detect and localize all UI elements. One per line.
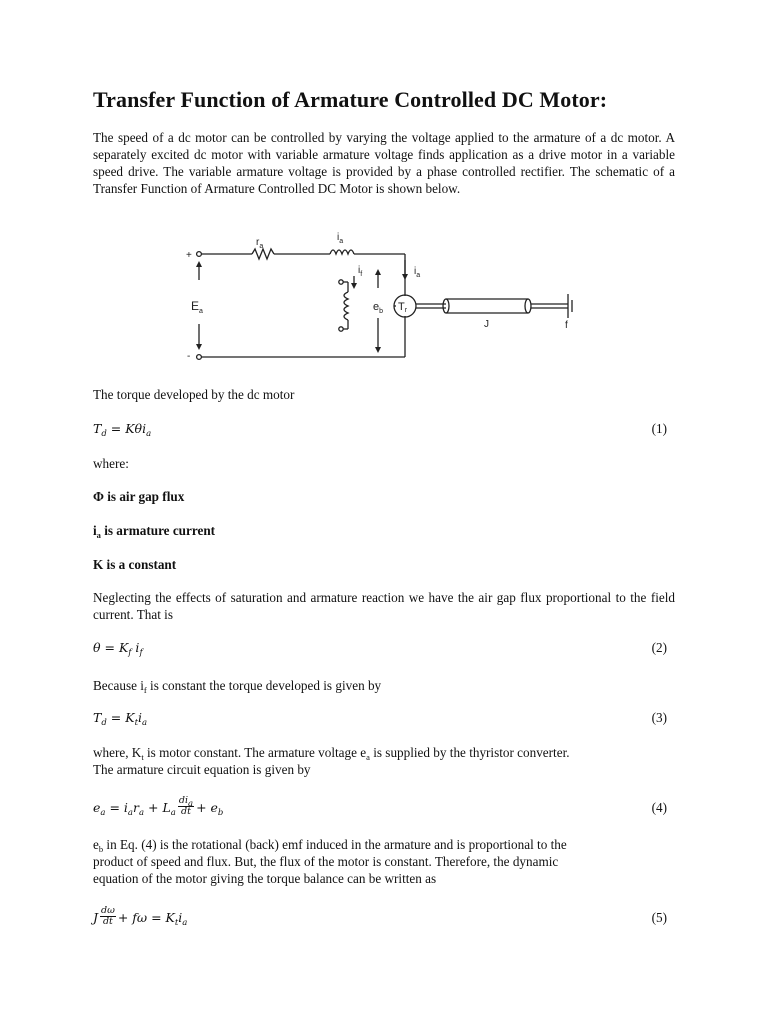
negative-terminal xyxy=(197,355,202,360)
field-coil xyxy=(344,292,348,320)
definition-phi: Φ is air gap flux xyxy=(93,489,185,504)
if-label: $i_f$ xyxy=(358,265,363,278)
resistor-ra xyxy=(252,249,274,259)
armature-equation-intro: The armature circuit equation is given by xyxy=(93,762,311,777)
minus-label: - xyxy=(187,351,191,362)
motor-label: Tr xyxy=(398,301,408,314)
ea-label: $E_a$ xyxy=(191,299,203,315)
equation-2-expression: $\theta = K_f$ $i_f$ xyxy=(93,640,143,658)
definition-k: K is a constant xyxy=(93,557,177,572)
motor-constant-line: where, $K_t$ is motor constant. The armature voltage $e_a$ is supplied by the thyristor converter. xyxy=(93,745,570,762)
plus-label: + xyxy=(186,250,192,261)
field-terminal-top xyxy=(339,280,343,284)
equation-4-expression: $e_a = i_ar_a + L_a$ $\frac{di_a}{dt}$ + $e_b$ xyxy=(93,795,224,818)
equation-5 xyxy=(93,906,675,936)
inertia-j-label: J xyxy=(484,319,489,330)
definition-ia: $i_a$ is armature current xyxy=(93,523,216,540)
ia-right-label: $i_a$ xyxy=(414,266,421,279)
eb-label: $e_b$ xyxy=(373,301,384,315)
inertia-load xyxy=(446,299,528,313)
equation-3 xyxy=(93,710,675,732)
neglecting-paragraph: Neglecting the effects of saturation and armature reaction we have the air gap flux proportional to the field current. That is xyxy=(93,590,675,622)
because-line: Because $i_f$ is constant the torque developed is given by xyxy=(93,678,382,695)
equation-1-expression: $T_d = K\theta i_a$ xyxy=(93,421,152,439)
equation-5-expression: J $\frac{d\omega}{dt}$ + $f\omega = K_ti_a$ xyxy=(93,905,188,928)
friction-f-label: f xyxy=(565,320,568,331)
armature-inductor xyxy=(330,250,354,254)
torque-intro: The torque developed by the dc motor xyxy=(93,387,295,402)
equation-2 xyxy=(93,640,675,662)
equation-4 xyxy=(93,796,675,826)
equation-3-number: (3) xyxy=(651,710,667,725)
equation-4-number: (4) xyxy=(651,800,667,815)
positive-terminal xyxy=(197,252,202,257)
equation-5-number: (5) xyxy=(651,910,667,925)
where-label: where: xyxy=(93,456,129,471)
equation-3-expression: $T_d = K_ti_a$ xyxy=(93,710,148,728)
equation-1 xyxy=(93,421,675,443)
back-emf-line-3: equation of the motor giving the torque balance can be written as xyxy=(93,871,437,886)
ra-label: $r_a$ xyxy=(256,237,264,250)
intro-paragraph: The speed of a dc motor can be controlled by varying the voltage applied to the armature of a dc motor. A separately excited dc motor with variable armature voltage finds application as a drive motor in a variable speed drive. The variable armature voltage is provided by a phase controlled rectifier. The schematic of a Transfer Function of Armature Controlled DC Motor is shown below. xyxy=(93,130,675,196)
page-title: Transfer Function of Armature Controlled DC Motor: xyxy=(93,87,608,112)
back-emf-line-1: $e_b$ in Eq. (4) is the rotational (back) emf induced in the armature and is proportional to the xyxy=(93,837,567,854)
equation-2-number: (2) xyxy=(651,640,667,655)
field-terminal-bottom xyxy=(339,327,343,331)
circuit-diagram xyxy=(178,228,598,366)
back-emf-line-2: product of speed and flux. But, the flux of the motor is constant. Therefore, the dynamic xyxy=(93,854,559,869)
ia-top-label: $i_a$ xyxy=(337,232,344,245)
equation-1-number: (1) xyxy=(651,421,667,436)
